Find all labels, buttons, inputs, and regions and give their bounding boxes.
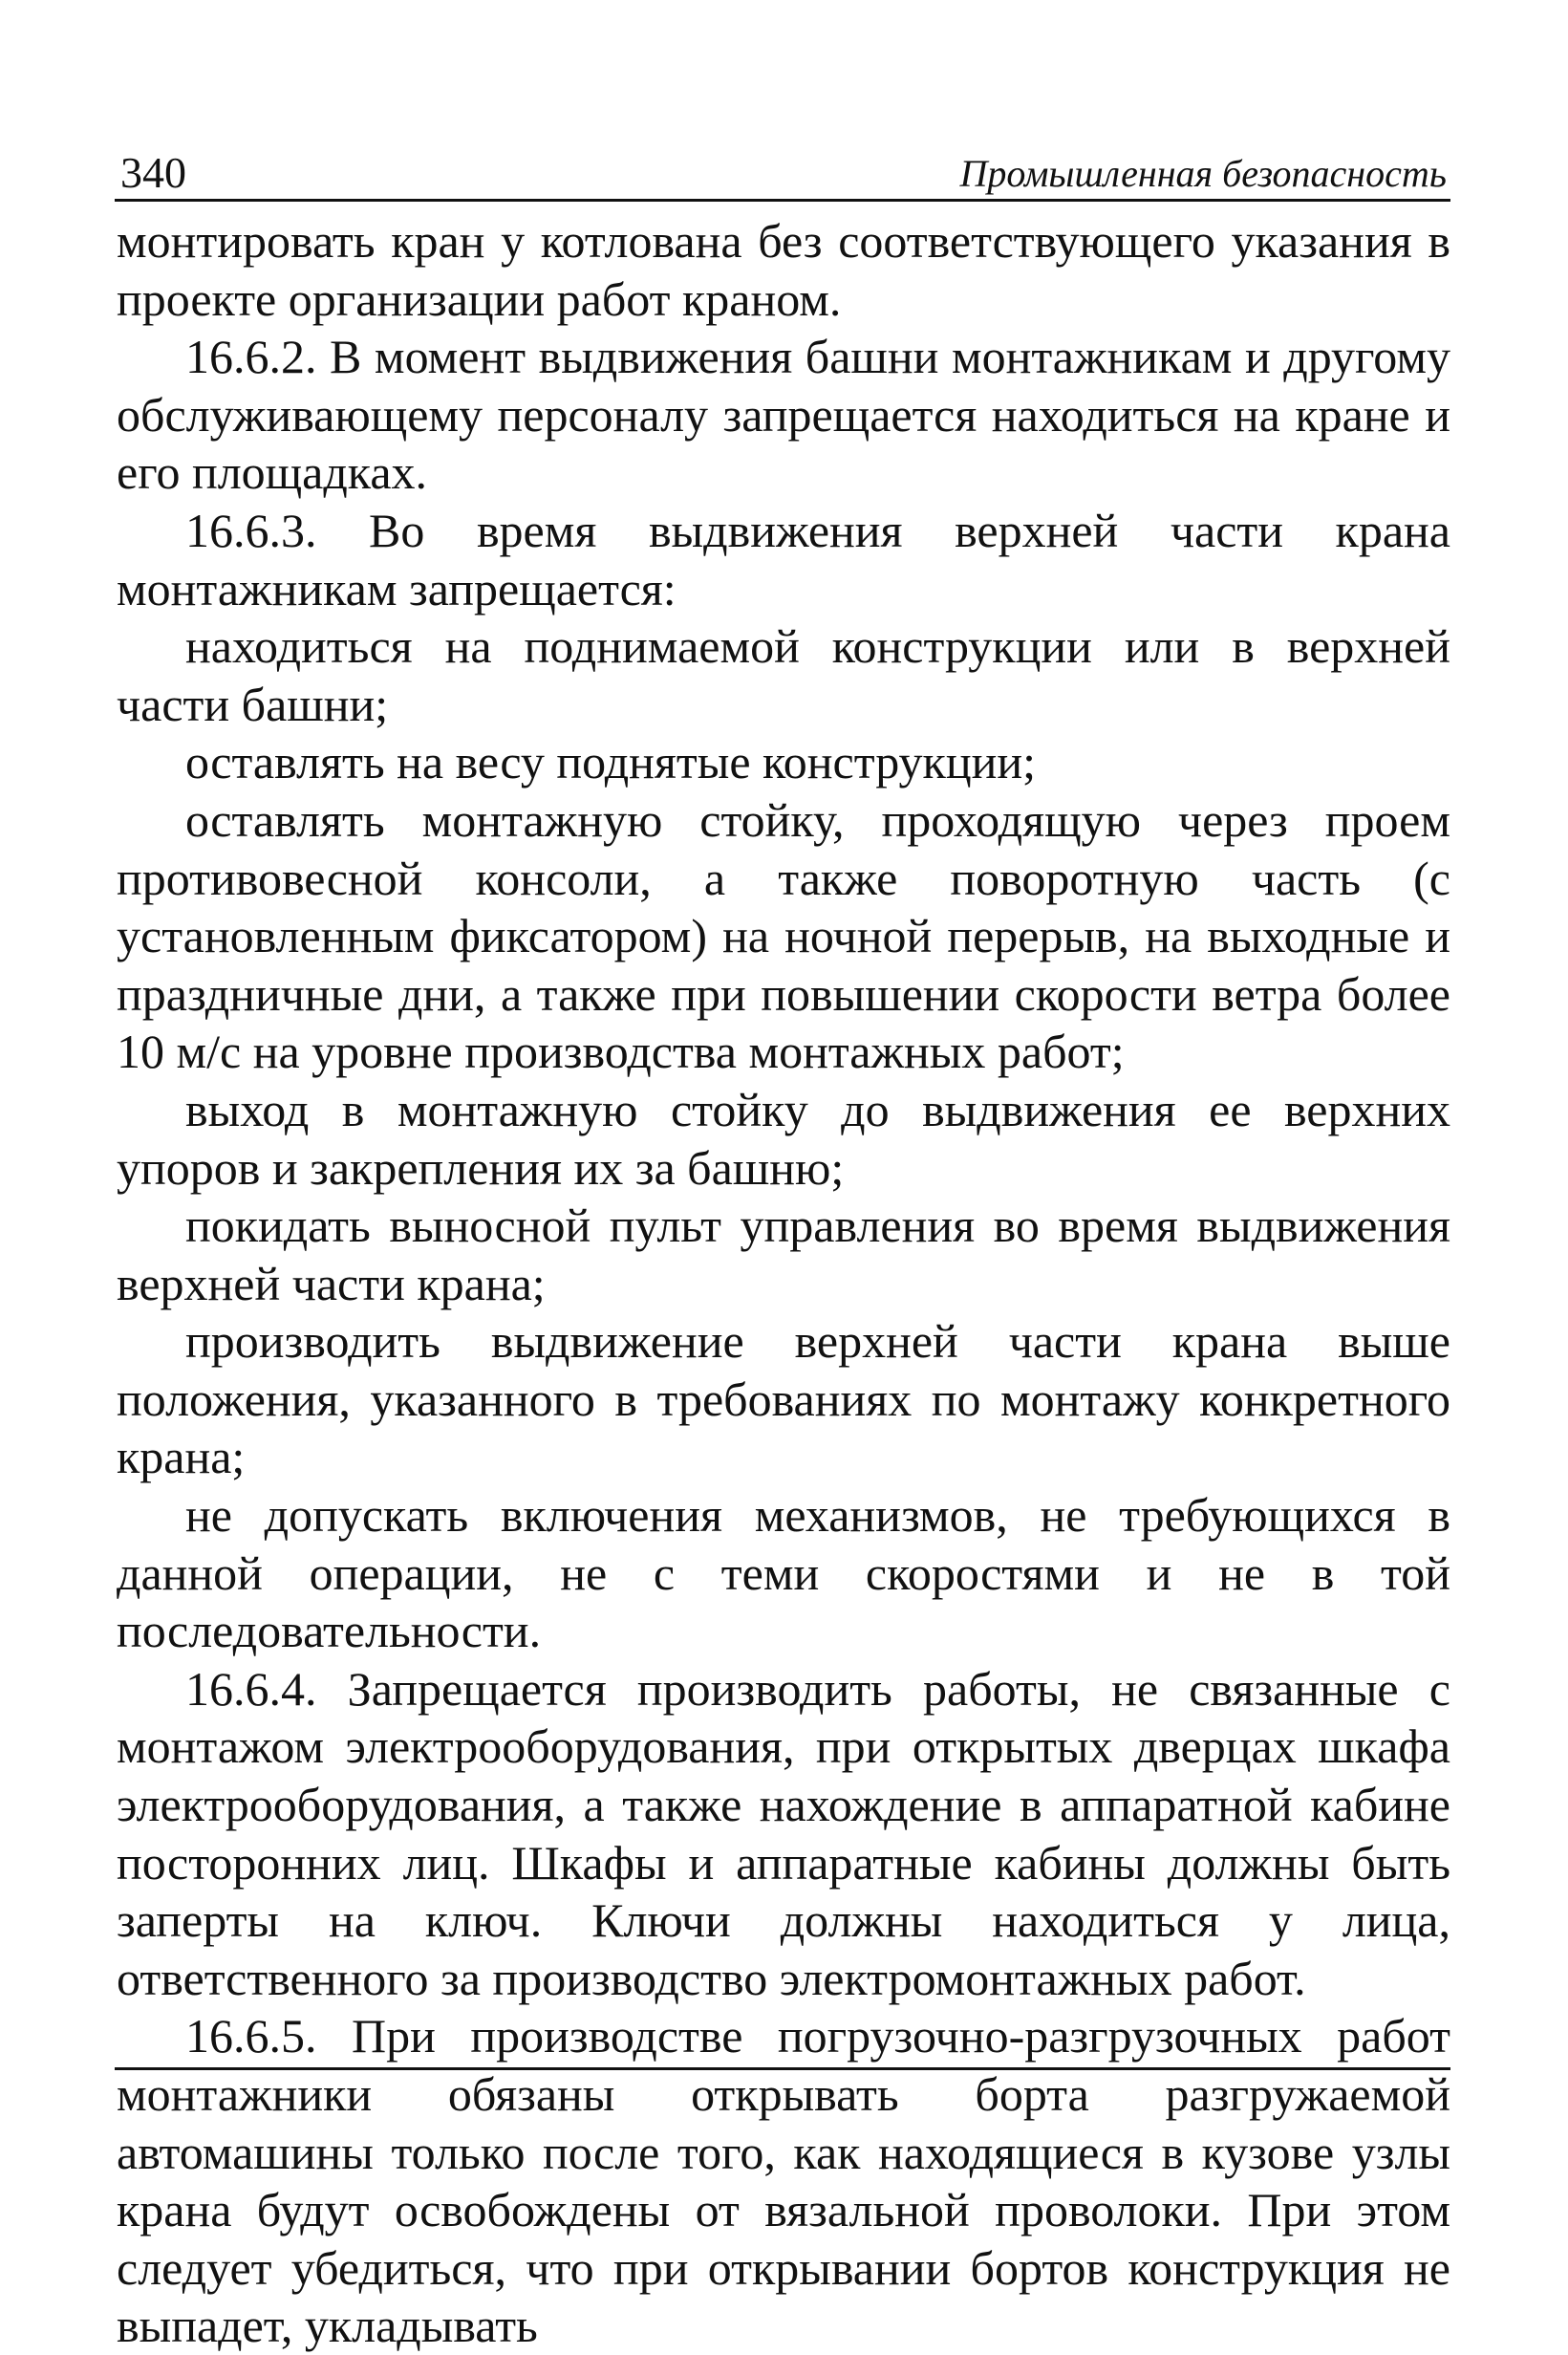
running-title: Промышленная безопасность [959,152,1447,195]
paragraph: 16.6.2. В момент выдвижения башни монтажникам и другому обслуживающему персоналу запрещается находиться на кране и его площадках. [117,330,1450,500]
paragraph: 16.6.3. Во время выдвижения верхней части крана монтажникам запрещается: [117,503,1450,616]
list-item: выход в монтажную стойку до выдвижения ее верхних упоров и закрепления их за башню; [117,1082,1450,1195]
list-item: находиться на поднимаемой конструкции или в верхней части башни; [117,619,1450,731]
footer-rule [115,2067,1450,2070]
list-item: не допускать включения механизмов, не требующихся в данной операции, не с теми скоростями и не в той последовательности. [117,1488,1450,1658]
paragraph: монтировать кран у котлована без соответствующего указания в проекте организации работ краном. [117,214,1450,326]
paragraph: 16.6.4. Запрещается производить работы, не связанные с монтажом электрооборудования, при открытых дверцах шкафа электрооборудования, а также нахождение в аппаратной кабине посторонних лиц. Шкафы и аппаратные кабины должны быть заперты на ключ. Ключи должны находиться у лица, ответственного за производство электромонтажных работ. [117,1661,1450,2005]
page-header [115,143,1450,202]
paragraph: 16.6.5. При производстве погрузочно-разгрузочных работ монтажники обязаны открывать борта разгружаемой автомашины только после того, как находящиеся в кузове узлы крана будут освобождены от вязальной проволоки. При этом следует убедиться, что при открывании бортов конструкция не выпадет, укладывать [117,2009,1450,2353]
page-number: 340 [120,148,186,197]
list-item: оставлять монтажную стойку, проходящую через проем противовесной консоли, а также поворотную часть (с установленным фиксатором) на ночной перерыв, на выходные и праздничные дни, а также при повышении скорости ветра более 10 м/с на уровне производства монтажных работ; [117,792,1450,1079]
list-item: покидать выносной пульт управления во время выдвижения верхней части крана; [117,1199,1450,1310]
body-text [117,212,1450,2355]
list-item: оставлять на весу поднятые конструкции; [185,735,1036,789]
list-item: производить выдвижение верхней части крана выше положения, указанного в требованиях по монтажу конкретного крана; [117,1314,1450,1484]
